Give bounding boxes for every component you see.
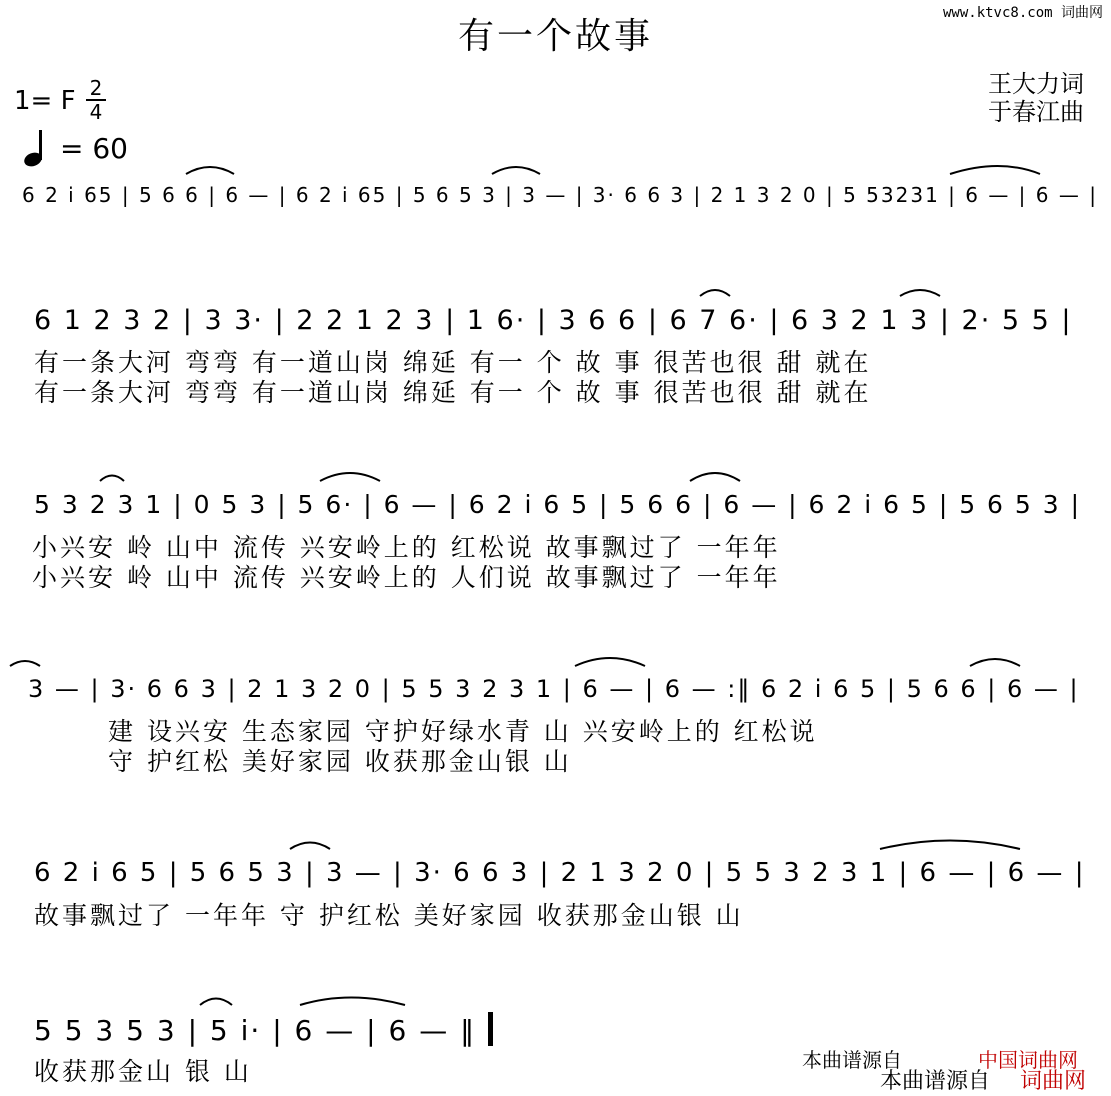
composer-credit: 于春江曲 [988, 98, 1084, 126]
site-watermark: www.ktvc8.com 词曲网 [942, 5, 1103, 21]
lyric-line-6-verse-1: 收获那金山 银 山 [34, 1057, 252, 1086]
music-line-2: 6 1 2 3 2 | 3 3· | 2 2 1 2 3 | 1 6· | 3 6 6 | 6 7 6· | 6 3 2 1 3 | 2· 5 5 | [34, 305, 1073, 336]
slur [700, 290, 730, 296]
slur [900, 290, 940, 296]
slur [290, 843, 330, 850]
footer-site-link[interactable]: 中国词曲网 [978, 1048, 1078, 1072]
slur [10, 661, 40, 666]
music-line-4: 3 — | 3· 6 6 3 | 2 1 3 2 0 | 5 5 3 2 3 1 | 6 — | 6 — :‖ 6 2 i 6 5 | 5 6 6 | 6 — | [28, 675, 1080, 703]
slur [186, 167, 234, 174]
music-line-5: 6 2 i 6 5 | 5 6 5 3 | 3 — | 3· 6 6 3 | 2 1 3 2 0 | 5 5 3 2 3 1 | 6 — | 6 — | [34, 858, 1086, 888]
music-line-1: 6 2 i 65 | 5 6 6 | 6 — | 6 2 i 65 | 5 6 5 3 | 3 — | 3· 6 6 3 | 2 1 3 2 0 | 5 53231 | 6 — | 6 — | [22, 183, 1098, 207]
key-signature: 1= F [14, 86, 76, 116]
song-title: 有一个故事 [457, 16, 653, 57]
lyric-line-4-verse-2: 守 护红松 美好家园 收获那金山银 山 [108, 747, 572, 776]
lyric-line-5-verse-1: 故事飘过了 一年年 守 护红松 美好家园 收获那金山银 山 [34, 901, 744, 930]
slur [100, 476, 124, 482]
lyricist-credit: 王大力词 [988, 70, 1084, 98]
tempo-value: = 60 [60, 131, 128, 165]
time-signature-bottom: 4 [89, 100, 103, 124]
lyric-line-3-verse-2: 小兴安 岭 山中 流传 兴安岭上的 人们说 故事飘过了 一年年 [32, 563, 781, 592]
time-signature-top: 2 [89, 76, 103, 100]
final-barline [488, 1012, 493, 1046]
slur [320, 473, 380, 481]
slur [690, 473, 740, 481]
slur [880, 841, 1020, 850]
slur [200, 999, 232, 1006]
slur [575, 658, 645, 666]
slur [300, 998, 405, 1006]
music-line-3: 5 3 2 3 1 | 0 5 3 | 5 6· | 6 — | 6 2 i 6 5 | 5 6 6 | 6 — | 6 2 i 6 5 | 5 6 5 3 | [34, 490, 1082, 519]
lyric-line-4-verse-1: 建 设兴安 生态家园 守护好绿水青 山 兴安岭上的 红松说 [108, 717, 818, 746]
lyric-line-2-verse-2: 有一条大河 弯弯 有一道山岗 绵延 有一 个 故 事 很苦也很 甜 就在 [34, 378, 872, 407]
footer-source-text: 本曲谱源自 [802, 1048, 902, 1072]
music-line-6: 5 5 3 5 3 | 5 i· | 6 — | 6 — ‖ [34, 1014, 477, 1047]
watermark-source-text: 本曲谱源自 [880, 1069, 991, 1094]
slur [492, 167, 540, 174]
watermark-site-link[interactable]: 词曲网 [1020, 1069, 1087, 1094]
slur [970, 659, 1020, 666]
lyric-line-2-verse-1: 有一条大河 弯弯 有一道山岗 绵延 有一 个 故 事 很苦也很 甜 就在 [34, 348, 872, 377]
slur [950, 166, 1040, 174]
lyric-line-3-verse-1: 小兴安 岭 山中 流传 兴安岭上的 红松说 故事飘过了 一年年 [32, 533, 781, 562]
